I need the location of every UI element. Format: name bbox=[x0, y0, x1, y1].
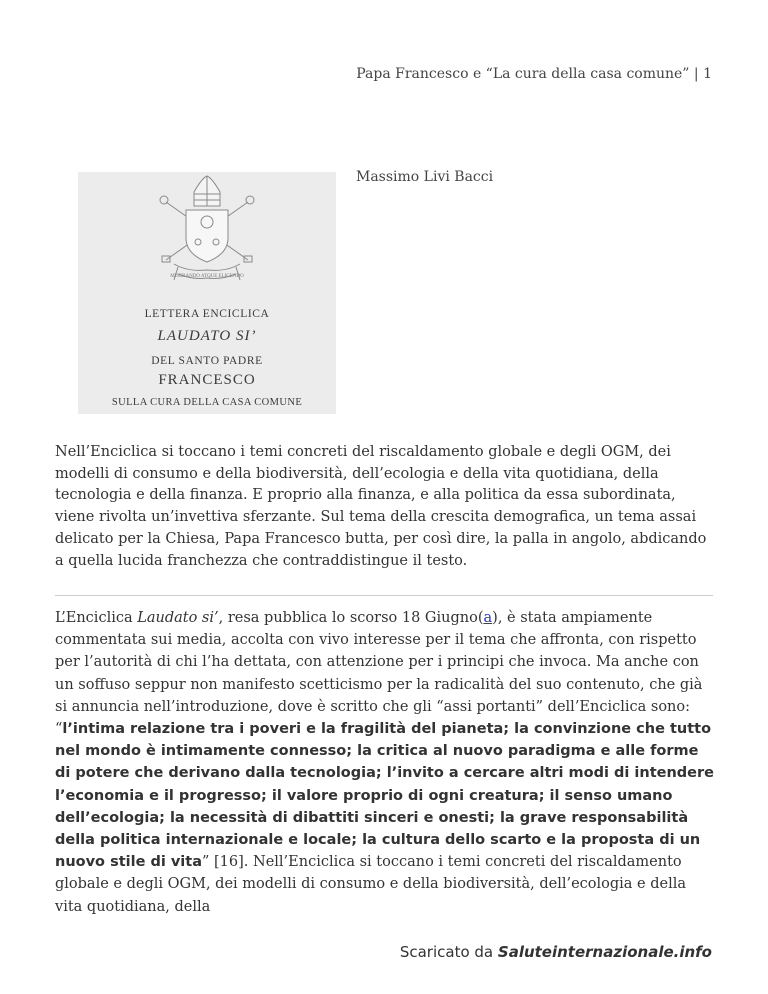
footer-prefix: Scaricato da bbox=[399, 943, 498, 961]
cover-line-letter: LETTERA ENCICLICA bbox=[144, 308, 270, 320]
author-name: Massimo Livi Bacci bbox=[356, 169, 494, 185]
encyclical-title-italic: Laudato si’ bbox=[137, 610, 219, 626]
body-text-mid: , resa pubblica lo scorso 18 Giugno( bbox=[218, 610, 484, 626]
cover-line-title: LAUDATO SI’ bbox=[157, 328, 257, 344]
cover-line-holy-father: DEL SANTO PADRE bbox=[151, 355, 263, 367]
svg-text:MISERANDO ATQUE ELIGENDO: MISERANDO ATQUE ELIGENDO bbox=[170, 274, 244, 279]
cover-line-pope-name: FRANCESCO bbox=[158, 372, 256, 388]
running-header: Papa Francesco e “La cura della casa comune” | 1 bbox=[356, 66, 712, 82]
body-text-after-link: ), è stata ampiamente commentata sui media, accolta con vivo interesse per il tema che affronta, con rispetto per l’autorità di chi l’ha dettata, con attenzione per i principi che invoca. Ma anche con un soffuso seppur non manifesto scetticismo per la radicalità del suo contenuto, che già si annuncia nell’introduzione, dove è scritto che gli “assi portanti” dell’Enciclica sono: “ bbox=[55, 610, 703, 738]
encyclical-quote-bold: l’intima relazione tra i poveri e la fragilità del pianeta; la convinzione che tutto nel mondo è intimamente connesso; la critica al nuovo paradigma e alle forme di potere che derivano dalla tecnologia; l’invito a cercare altri modi di intendere l’economia e il progresso; il valore proprio di ogni creatura; il senso umano dell’ecologia; la necessità di dibattiti sinceri e onesti; la grave responsabilità della politica internazionale e locale; la cultura dello scarto e la proposta di un nuovo stile di vita bbox=[55, 721, 714, 871]
encyclical-cover-image bbox=[78, 172, 336, 414]
download-footer bbox=[400, 943, 712, 961]
abstract-paragraph: Nell’Enciclica si toccano i temi concreti del riscaldamento globale e degli OGM, dei modelli di consumo e della biodiversità, dell’ecologia e della vita quotidiana, della tecnologia e della finanza. E proprio alla finanza, e alla politica da essa subordinata, viene rivolta un’invettiva sferzante. Sul tema della crescita demografica, un tema assai delicato per la Chiesa, Papa Francesco butta, per così dire, la palla in angolo, abdicando a quella lucida franchezza che contraddistingue il testo. bbox=[55, 444, 707, 569]
section-divider bbox=[55, 595, 713, 596]
body-text-end: ” [16]. Nell’Enciclica si toccano i temi concreti del riscaldamento globale e degli OGM, dei modelli di consumo e della biodiversità, dell’ecologia e della vita quotidiana, della bbox=[55, 854, 687, 915]
papal-coat-of-arms-icon bbox=[78, 172, 336, 302]
footnote-link-a[interactable]: a bbox=[483, 610, 493, 626]
cover-line-subtitle: SULLA CURA DELLA CASA COMUNE bbox=[111, 397, 303, 408]
body-paragraph bbox=[55, 607, 715, 918]
footer-site-name: Saluteinternazionale.info bbox=[497, 943, 712, 961]
body-text-start: L’Enciclica bbox=[55, 610, 138, 626]
